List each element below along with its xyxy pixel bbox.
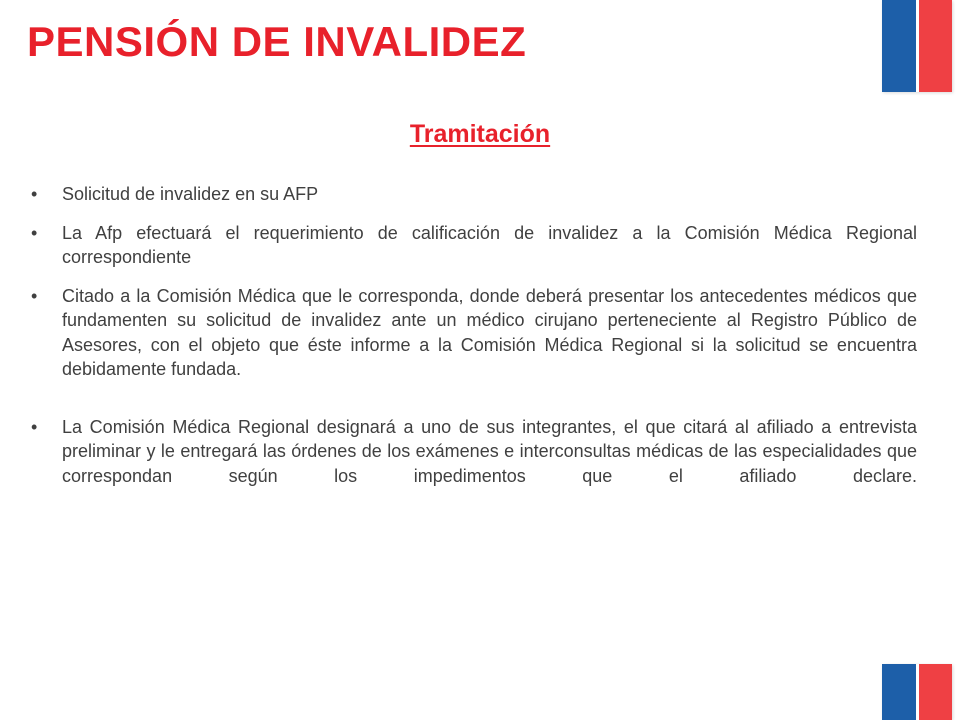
bullet-text: La Afp efectuará el requerimiento de calificación de invalidez a la Comisión Médica Regional correspondiente — [62, 222, 917, 267]
bullet-marker: • — [31, 222, 38, 243]
bullet-marker: • — [31, 285, 38, 306]
bullet-item — [31, 221, 917, 270]
flag-decoration-top — [882, 0, 952, 92]
bullet-text: Solicitud de invalidez en su AFP — [62, 184, 319, 204]
flag-red-stripe — [919, 0, 953, 92]
section-subtitle: Tramitación — [409, 120, 551, 148]
bullet-item — [31, 182, 917, 207]
flag-blue-stripe — [882, 664, 916, 720]
bullet-text: La Comisión Médica Regional designará a uno de sus integrantes, el que citará al afiliado a entrevista preliminar y le entregará las órdenes de los exámenes e interconsultas médicas de las especialidades que correspondan según los impedimentos que el afiliado declare. — [62, 416, 917, 486]
flag-red-stripe — [919, 664, 953, 720]
bullet-item — [31, 415, 917, 489]
slide-title: PENSIÓN DE INVALIDEZ — [27, 18, 527, 65]
flag-decoration-bottom — [882, 664, 952, 720]
bullet-marker: • — [31, 416, 38, 437]
bullet-item — [31, 284, 917, 382]
flag-blue-stripe — [882, 0, 916, 92]
bullet-marker: • — [31, 184, 38, 204]
bullet-text: Citado a la Comisión Médica que le corresponda, donde deberá presentar los antecedentes médicos que fundamenten su solicitud de invalidez ante un médico cirujano perteneciente al Registro Público de Asesores, con el objeto que éste informe a la Comisión Médica Regional si la solicitud se encuentra debidamente fundada. — [62, 285, 917, 379]
bullet-list — [31, 182, 917, 488]
